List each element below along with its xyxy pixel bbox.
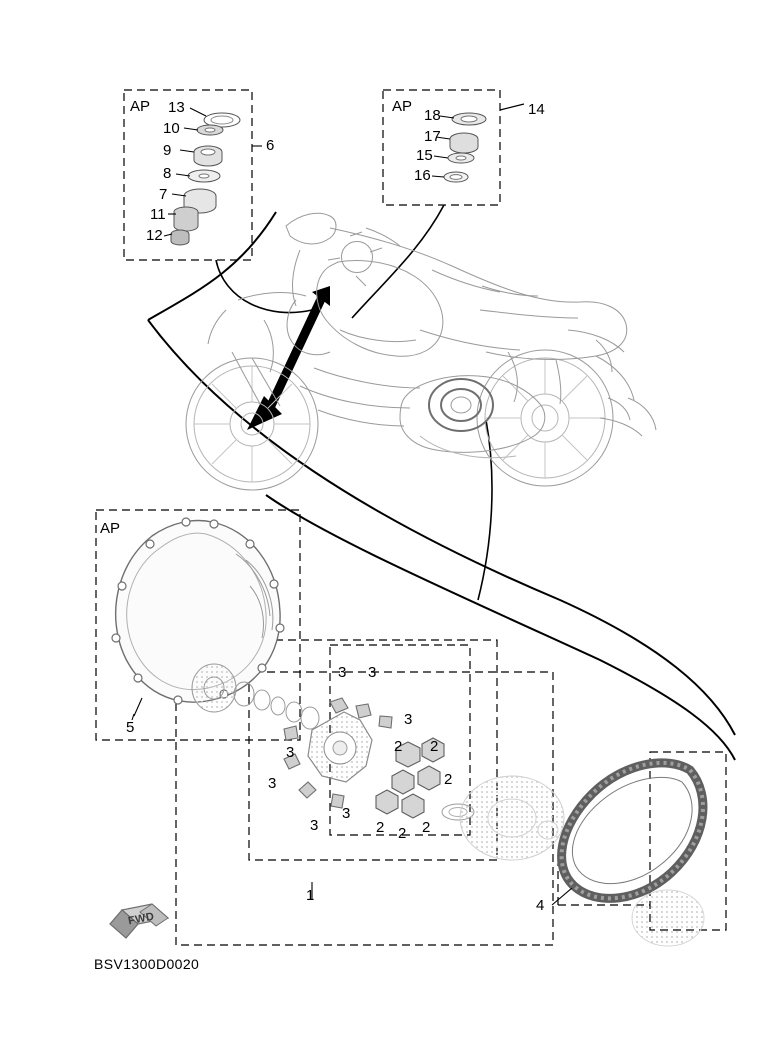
callout-3-g: 3	[342, 805, 351, 822]
scooter-illustration	[186, 213, 656, 490]
callout-14: 14	[528, 101, 545, 118]
group-label-ap-upper-left: AP	[130, 98, 151, 115]
callout-3-c: 3	[404, 711, 413, 728]
callout-3-a: 3	[338, 664, 347, 681]
parts-upper-left	[171, 113, 240, 245]
callout-12: 12	[146, 227, 163, 244]
callout-8: 8	[163, 165, 172, 182]
callout-6: 6	[266, 137, 275, 154]
callout-13: 13	[168, 99, 185, 116]
callout-16: 16	[414, 167, 431, 184]
callout-10: 10	[163, 120, 180, 137]
callout-7: 7	[159, 186, 168, 203]
callout-3-e: 3	[268, 775, 277, 792]
callout-5: 5	[126, 719, 135, 736]
callout-3-f: 3	[310, 817, 319, 834]
callout-2-d: 2	[376, 819, 385, 836]
callout-3-d: 3	[286, 744, 295, 761]
group-label-ap-lower-left: AP	[100, 520, 121, 537]
callout-2-a: 2	[394, 738, 403, 755]
diagram-part-code: BSV1300D0020	[94, 956, 200, 972]
parts-upper-right	[444, 104, 524, 182]
callout-2-f: 2	[422, 819, 431, 836]
callout-9: 9	[163, 142, 172, 159]
callout-4: 4	[536, 897, 545, 914]
callout-2-e: 2	[398, 825, 407, 842]
callout-11: 11	[150, 206, 166, 223]
callout-15: 15	[416, 147, 433, 164]
callout-2-b: 2	[430, 738, 439, 755]
group-label-ap-upper-right: AP	[392, 98, 413, 115]
callout-3-b: 3	[368, 664, 377, 681]
parts-clutch-carrier	[284, 698, 474, 820]
callout-1: 1	[306, 887, 315, 904]
part-v-belt	[562, 763, 703, 898]
callout-2-c: 2	[444, 771, 453, 788]
fwd-label: FWD	[127, 910, 156, 928]
callout-18: 18	[424, 107, 441, 124]
callout-17: 17	[424, 128, 441, 145]
